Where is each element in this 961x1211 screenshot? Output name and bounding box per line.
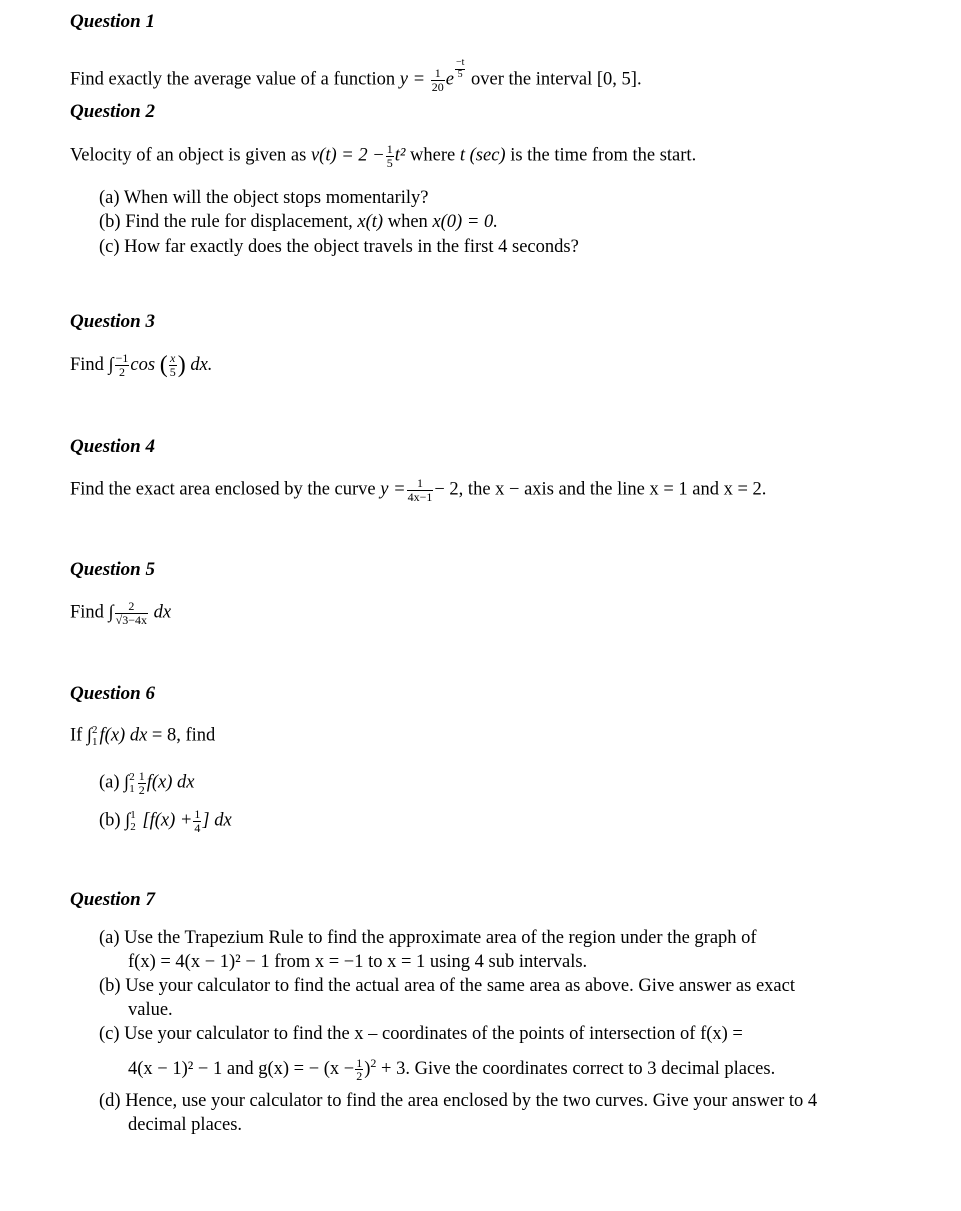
q2-fraction-num: 1 xyxy=(386,142,393,156)
q6-a-expr: f(x) dx xyxy=(146,772,195,793)
q6-integral: ∫ xyxy=(86,725,93,746)
q3-fraction-den: 2 xyxy=(119,365,126,379)
q2-part-b xyxy=(99,212,498,233)
q4-fraction-den: 4x−1 xyxy=(407,489,433,504)
q6-b-label: (b) xyxy=(99,810,121,831)
question-6-text xyxy=(70,724,215,748)
q4-text-b: − 2, the x − axis and the line x = 1 and x = 2. xyxy=(434,479,767,500)
question-2-text xyxy=(70,143,696,169)
q2-b-text-b: when xyxy=(387,212,428,232)
q7-c2-open: (x − xyxy=(323,1059,355,1080)
question-4-text xyxy=(70,477,766,503)
q6-expr: f(x) dx xyxy=(99,725,148,746)
q2-part-c: (c) How far exactly does the object travels in the first 4 seconds? xyxy=(99,237,579,257)
q6-b-integral: ∫ xyxy=(125,810,131,831)
question-5-text xyxy=(70,600,171,626)
q6-b-fraction xyxy=(193,808,201,834)
q1-e: e xyxy=(445,69,454,90)
question-6-heading: Question 6 xyxy=(70,683,155,704)
q6-b-upper: 1 xyxy=(130,809,136,821)
q7-part-d-line2: decimal places. xyxy=(128,1115,243,1135)
q5-fraction-num: 2 xyxy=(115,600,148,614)
question-1-text xyxy=(70,58,642,93)
q4-eq: y = xyxy=(380,479,406,500)
q4-text-a: Find the exact area enclosed by the curve xyxy=(70,479,376,500)
q7-c2a: 4(x − 1)² − 1 and g(x) = − xyxy=(128,1059,320,1080)
q7-part-c-line2 xyxy=(128,1056,775,1083)
q7-c2-fraction-den: 2 xyxy=(356,1069,363,1084)
q2-eq-b: t² xyxy=(394,145,406,166)
q2-text-c: is the time from the start. xyxy=(510,145,697,166)
q5-fraction xyxy=(115,600,148,626)
q1-text-b: over the interval [0, 5]. xyxy=(471,69,642,90)
q1-fraction-den: 20 xyxy=(431,79,444,94)
q6-a-lower: 1 xyxy=(129,783,135,796)
q2-fraction xyxy=(386,143,394,169)
q3-fraction-num: −1 xyxy=(115,351,129,366)
q6-a-label: (a) xyxy=(99,772,120,793)
q3-integral: ∫ xyxy=(108,354,114,375)
q3-dx: dx. xyxy=(190,354,213,375)
q6-b-limits xyxy=(130,809,136,833)
q7-c2-close: ) xyxy=(364,1059,371,1080)
q2-b-eq2: x(0) = 0. xyxy=(432,212,498,232)
q2-text-b: where xyxy=(410,145,456,166)
q6-a-limits xyxy=(129,771,135,795)
q6-lower: 1 xyxy=(92,736,98,749)
q1-fraction-num: 1 xyxy=(431,67,445,81)
q2-text-a: Velocity of an object is given as xyxy=(70,145,307,166)
q6-a-fraction-den: 2 xyxy=(138,782,145,797)
q1-text-a: Find exactly the average value of a function xyxy=(70,69,396,90)
q2-eq-a: v(t) = 2 − xyxy=(310,145,385,166)
q1-exp-den: 5 xyxy=(457,68,463,80)
question-3-heading: Question 3 xyxy=(70,311,155,332)
q3-lparen: ( xyxy=(159,352,168,378)
q6-limits xyxy=(92,724,98,748)
q3-arg-den: 5 xyxy=(169,365,176,379)
q6-b-close: ] dx xyxy=(202,810,232,831)
q5-fraction-den: √3−4x xyxy=(115,612,147,627)
q7-c2-fraction-num: 1 xyxy=(356,1055,363,1070)
q2-b-eq: x(t) xyxy=(357,212,384,232)
q6-a-fraction xyxy=(138,770,146,796)
q3-fraction xyxy=(115,352,130,378)
q7-c2-fraction xyxy=(355,1057,363,1083)
q6-b-open: [f(x) + xyxy=(142,810,193,831)
q2-b-text-a: (b) Find the rule for displacement, xyxy=(99,212,353,232)
q1-fraction xyxy=(431,67,445,93)
q6-if: If xyxy=(70,725,83,746)
q6-b-fraction-den: 4 xyxy=(194,820,201,835)
q7-part-b-line2: value. xyxy=(128,1000,173,1020)
q6-a-fraction-num: 1 xyxy=(138,769,145,783)
q4-fraction xyxy=(407,477,434,503)
q5-dx: dx xyxy=(153,602,172,623)
q6-a-upper: 2 xyxy=(129,771,135,783)
question-5-heading: Question 5 xyxy=(70,559,155,580)
q5-integral: ∫ xyxy=(108,602,114,623)
q2-var: t (sec) xyxy=(459,145,506,166)
q6-part-a xyxy=(99,770,195,796)
q6-a-integral: ∫ xyxy=(124,772,130,793)
question-7-heading: Question 7 xyxy=(70,889,155,910)
q4-fraction-num: 1 xyxy=(407,477,434,491)
q6-b-fraction-num: 1 xyxy=(194,807,201,821)
q6-b-lower: 2 xyxy=(130,821,136,834)
q7-part-b-line1: (b) Use your calculator to find the actual area of the same area as above. Give answer as exact xyxy=(99,976,795,996)
q7-part-a-line2: f(x) = 4(x − 1)² − 1 from x = −1 to x = 1 using 4 sub intervals. xyxy=(128,952,588,972)
q3-arg-num: x xyxy=(170,351,176,366)
q6-upper: 2 xyxy=(92,724,98,736)
q1-exp-num: −t xyxy=(455,57,465,68)
q3-rparen: ) xyxy=(177,352,186,378)
q7-part-a-line1: (a) Use the Trapezium Rule to find the approximate area of the region under the graph of xyxy=(99,928,757,948)
q7-part-c-line1: (c) Use your calculator to find the x – coordinates of the points of intersection of f(x) = xyxy=(99,1024,743,1044)
q3-arg-fraction xyxy=(169,352,177,378)
q3-cos: cos xyxy=(130,354,156,375)
q6-part-b xyxy=(99,808,232,834)
question-1-heading: Question 1 xyxy=(70,11,155,32)
q5-find: Find xyxy=(70,602,104,623)
question-3-text xyxy=(70,352,212,379)
q2-fraction-den: 5 xyxy=(386,155,393,170)
q2-part-a: (a) When will the object stops momentarily? xyxy=(99,188,429,208)
q7-part-d-line1: (d) Hence, use your calculator to find the area enclosed by the two curves. Give your answer to 4 xyxy=(99,1091,818,1111)
q1-eq: y = xyxy=(399,69,426,90)
q1-exponent xyxy=(455,58,465,80)
q3-find: Find xyxy=(70,354,104,375)
q7-c2b: + 3. Give the coordinates correct to 3 decimal places. xyxy=(381,1059,776,1080)
question-2-heading: Question 2 xyxy=(70,101,155,122)
q6-eq: = 8, find xyxy=(151,725,216,746)
q7-c2-exp: 2 xyxy=(370,1056,377,1070)
question-4-heading: Question 4 xyxy=(70,436,155,457)
